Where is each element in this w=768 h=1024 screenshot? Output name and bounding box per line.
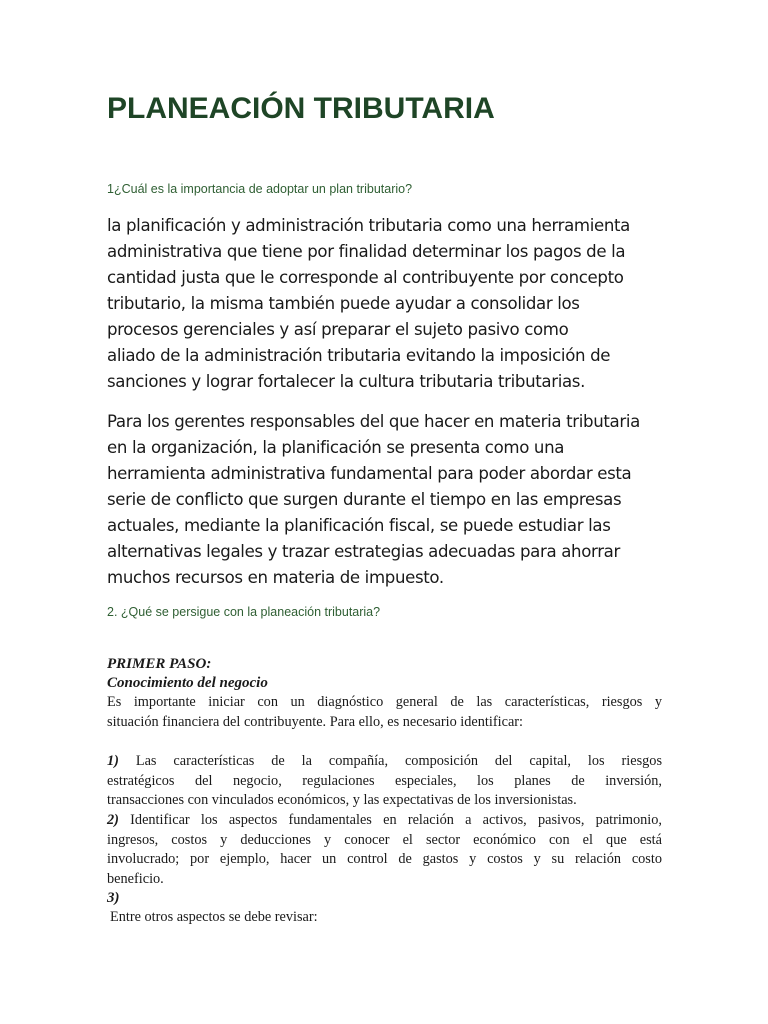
text-line: muchos recursos en materia de impuesto. (107, 568, 444, 587)
text-line: actuales, mediante la planificación fiscal, se puede estudiar las (107, 516, 611, 535)
text-line: estratégicos del negocio, regulaciones especiales, los planes de inversión, (107, 772, 662, 789)
text-line: alternativas legales y trazar estrategias adecuadas para ahorrar (107, 542, 620, 561)
answer-paragraph-1 (107, 213, 667, 395)
item-number: 2) (107, 811, 119, 828)
question-1: 1¿Cuál es la importancia de adoptar un plan tributario? (107, 182, 413, 196)
text-line: involucrado; por ejemplo, hacer un control de gastos y costos y su relación costo (107, 851, 662, 868)
text-line: beneficio. (107, 870, 164, 887)
text-line: tributario, la misma también puede ayudar a consolidar los (107, 294, 580, 313)
step-title: PRIMER PASO: (107, 656, 212, 672)
text-line (107, 752, 662, 772)
text-line: en la organización, la planificación se presenta como una (107, 438, 565, 457)
answer-paragraph-2 (107, 409, 667, 591)
text-line: cantidad justa que le corresponde al contribuyente por concepto (107, 268, 624, 287)
text-line (107, 811, 662, 831)
item-text: Identificar los aspectos fundamentales en relación a activos, pasivos, patrimonio, (130, 811, 662, 828)
step-subtitle: Conocimiento del negocio (107, 675, 268, 691)
item-number: 1) (107, 753, 119, 770)
text-line: aliado de la administración tributaria evitando la imposición de (107, 346, 611, 365)
text-line: Para los gerentes responsables del que hacer en materia tributaria (107, 412, 640, 431)
step-final-line: Entre otros aspectos se debe revisar: (110, 909, 318, 926)
text-line: herramienta administrativa fundamental para poder abordar esta (107, 464, 632, 483)
question-2: 2. ¿Qué se persigue con la planeación tributaria? (107, 605, 381, 619)
text-line: administrativa que tiene por finalidad determinar los pagos de la (107, 242, 626, 261)
step-intro (107, 693, 662, 732)
step-item-2 (107, 811, 662, 889)
text-line: situación financiera del contribuyente. Para ello, es necesario identificar: (107, 713, 524, 730)
text-line: Es importante iniciar con un diagnóstico general de las características, riesgos y (107, 694, 662, 710)
step-item-1 (107, 752, 662, 811)
text-line: procesos gerenciales y así preparar el sujeto pasivo como (107, 320, 569, 339)
text-line: transacciones con vinculados económicos, y las expectativas de los inversionistas. (107, 792, 577, 809)
step-section (107, 655, 662, 928)
text-line: sanciones y lograr fortalecer la cultura tributaria tributarias. (107, 372, 585, 391)
step-item-3-number: 3) (107, 890, 120, 907)
page-title: PLANEACIÓN TRIBUTARIA (107, 92, 495, 125)
text-line: ingresos, costos y deducciones y conocer el sector económico con el que está (107, 831, 662, 848)
item-text: Las características de la compañía, composición del capital, los riesgos (135, 753, 663, 770)
text-line: la planificación y administración tributaria como una herramienta (107, 216, 630, 235)
text-line: serie de conflicto que surgen durante el tiempo en las empresas (107, 490, 622, 509)
